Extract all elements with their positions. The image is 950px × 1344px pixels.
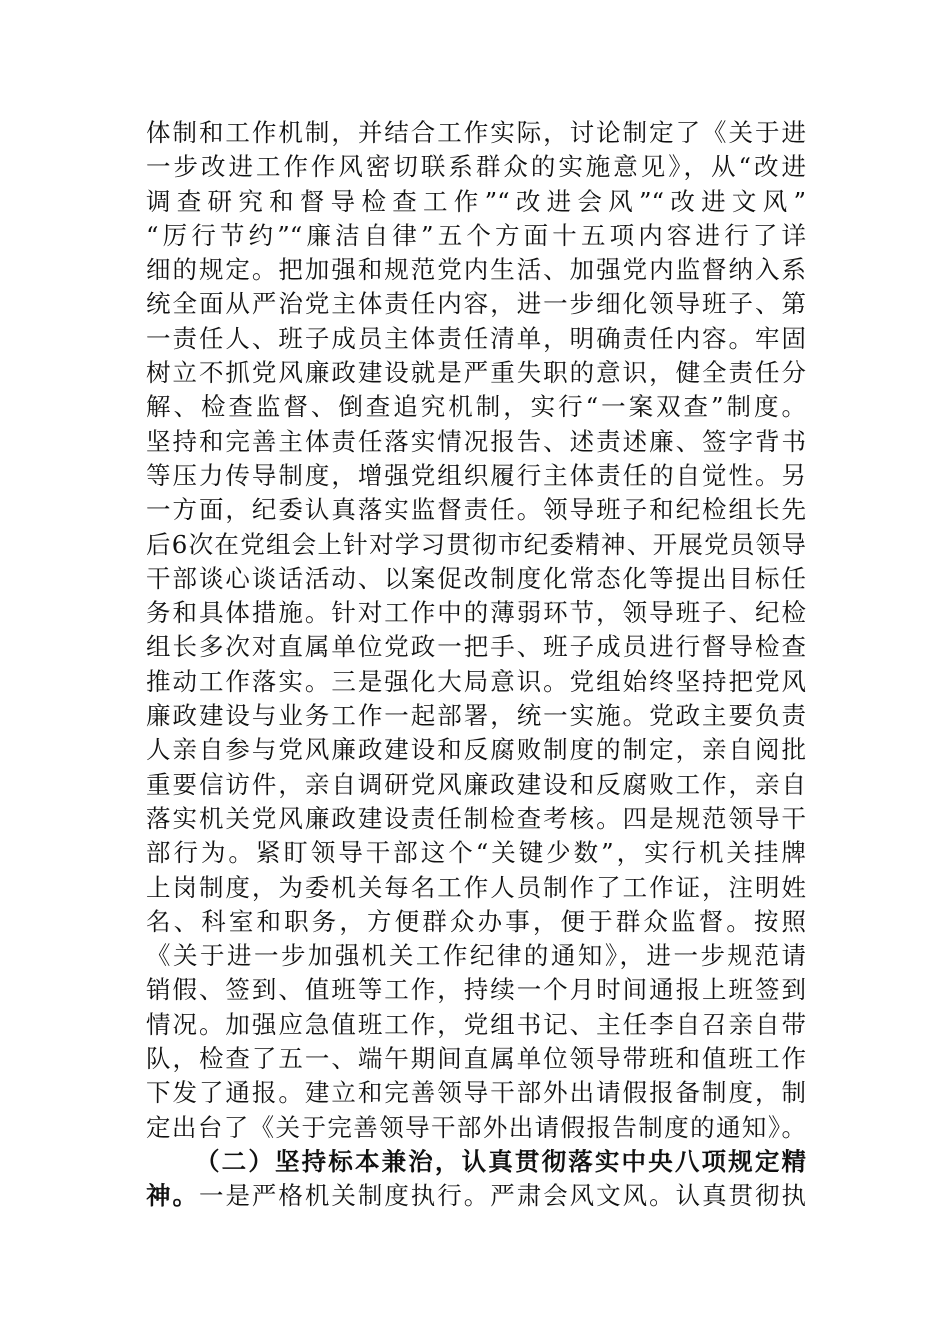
text-line: 廉政建设与业务工作一起部署，统一实施。党政主要负责 bbox=[146, 701, 806, 731]
text-line: 重要信访件，亲自调研党风廉政建设和反腐败工作，亲自 bbox=[146, 769, 806, 799]
text-line: 体制和工作机制，并结合工作实际，讨论制定了《关于进 bbox=[146, 118, 806, 147]
text-line: 一方面，纪委认真落实监督责任。领导班子和纪检组长先 bbox=[146, 495, 806, 525]
text-line: 下发了通报。建立和完善领导干部外出请假报备制度，制 bbox=[146, 1078, 806, 1108]
text-line: 队，检查了五一、端午期间直属单位领导带班和值班工作 bbox=[146, 1044, 806, 1074]
body-text bbox=[146, 116, 806, 1214]
text-line bbox=[146, 1179, 806, 1213]
text-line: 务和具体措施。针对工作中的薄弱环节，领导班子、纪检 bbox=[146, 598, 806, 628]
text-line: 解、检查监督、倒查追究机制，实行“一案双查”制度。 bbox=[146, 392, 806, 422]
text-line: 定出台了《关于完善领导干部外出请假报告制度的通知》。 bbox=[146, 1112, 806, 1142]
text-line: 干部谈心谈话活动、以案促改制度化常态化等提出目标任 bbox=[146, 563, 806, 593]
text-line: “厉行节约”“廉洁自律”五个方面十五项内容进行了详 bbox=[146, 220, 806, 250]
section-heading-end: 神。 bbox=[146, 1181, 199, 1211]
text-line: 坚持和完善主体责任落实情况报告、述责述廉、签字背书 bbox=[146, 426, 806, 456]
text-line: 一责任人、班子成员主体责任清单，明确责任内容。牢固 bbox=[146, 323, 806, 353]
text-line: 《关于进一步加强机关工作纪律的通知》，进一步规范请 bbox=[146, 941, 806, 971]
text-line: 组长多次对直属单位党政一把手、班子成员进行督导检查 bbox=[146, 632, 806, 662]
text-line: 名、科室和职务，方便群众办事，便于群众监督。按照 bbox=[146, 906, 806, 936]
text-line: 落实机关党风廉政建设责任制检查考核。四是规范领导干 bbox=[146, 803, 806, 833]
text-line: 销假、签到、值班等工作，持续一个月时间通报上班签到 bbox=[146, 975, 806, 1005]
text-line: 推动工作落实。三是强化大局意识。党组始终坚持把党风 bbox=[146, 666, 806, 696]
section-heading: （二）坚持标本兼治，认真贯彻落实中央八项规定精 bbox=[195, 1146, 806, 1176]
text-line: 调查研究和督导检查工作”“改进会风”“改进文风” bbox=[146, 186, 806, 216]
text-line: 统全面从严治党主体责任内容，进一步细化领导班子、第 bbox=[146, 289, 806, 319]
text-line: 部行为。紧盯领导干部这个“关键少数”，实行机关挂牌 bbox=[146, 838, 806, 868]
text-line: 树立不抓党风廉政建设就是严重失职的意识，健全责任分 bbox=[146, 358, 806, 388]
text-line: 后6次在党组会上针对学习贯彻市纪委精神、开展党员领导 bbox=[146, 529, 806, 559]
text-line: 上岗制度，为委机关每名工作人员制作了工作证，注明姓 bbox=[146, 872, 806, 902]
text-line: 情况。加强应急值班工作，党组书记、主任李自召亲自带 bbox=[146, 1009, 806, 1039]
text-line: 人亲自参与党风廉政建设和反腐败制度的制定，亲自阅批 bbox=[146, 735, 806, 765]
text-line: 等压力传导制度，增强党组织履行主体责任的自觉性。另 bbox=[146, 460, 806, 490]
text-line: 一步改进工作作风密切联系群众的实施意见》，从“改进 bbox=[146, 152, 806, 182]
text-line: 细的规定。把加强和规范党内生活、加强党内监督纳入系 bbox=[146, 255, 806, 285]
text-segment: 一是严格机关制度执行。严肃会风文风。认真贯彻执 bbox=[198, 1181, 807, 1211]
